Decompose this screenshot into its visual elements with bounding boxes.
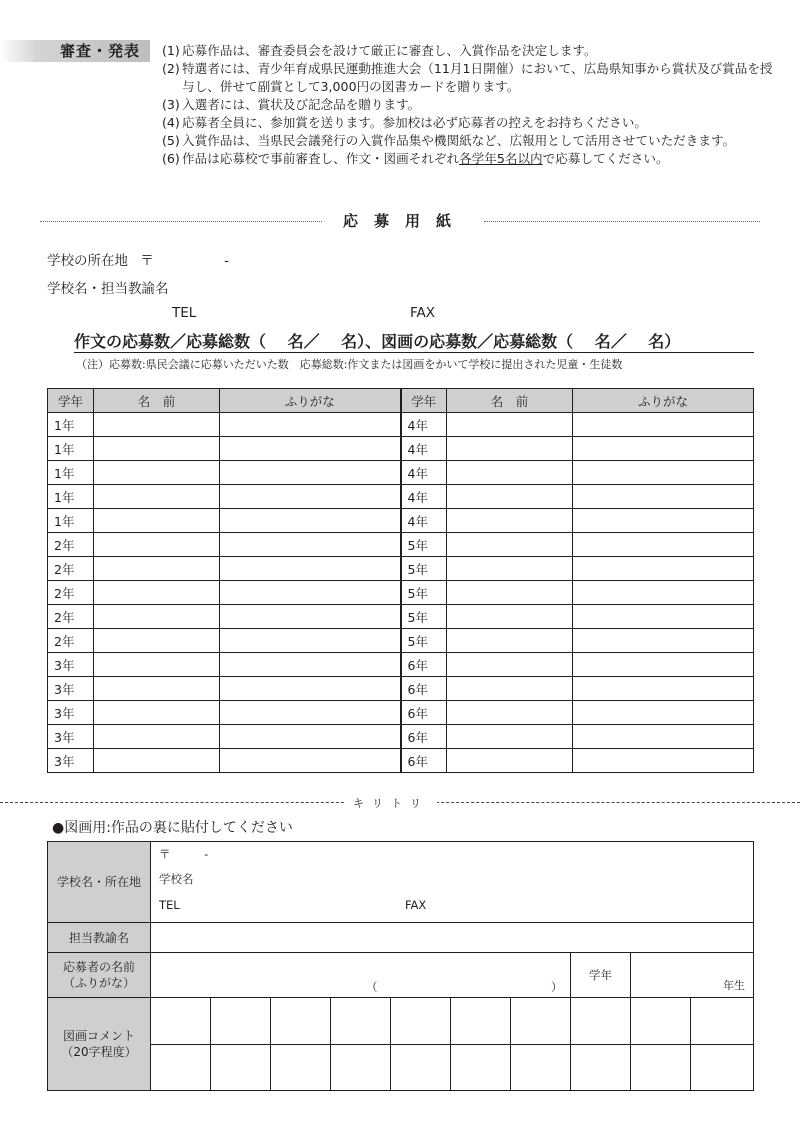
applicant-roster-table xyxy=(47,388,754,773)
table-row xyxy=(48,725,754,749)
comment-box[interactable] xyxy=(571,998,631,1045)
name-cell[interactable] xyxy=(94,485,220,509)
furigana-cell[interactable] xyxy=(220,509,401,533)
name-cell[interactable] xyxy=(447,677,573,701)
rule-item: (5) 入賞作品は、当県民会議発行の入賞作品集や機関紙など、広報用として活用させていただきます。 xyxy=(162,133,736,148)
name-cell[interactable] xyxy=(447,605,573,629)
header-grade: 学年 xyxy=(48,389,94,413)
section-label: 審査・発表 xyxy=(60,42,141,60)
name-cell[interactable] xyxy=(94,677,220,701)
furigana-cell[interactable] xyxy=(220,557,401,581)
grade-cell: 2年 xyxy=(48,629,94,653)
grade-cell: 4年 xyxy=(401,509,447,533)
header-grade: 学年 xyxy=(401,389,447,413)
table-row xyxy=(48,581,754,605)
table-row xyxy=(48,461,754,485)
drawing-label-table xyxy=(47,841,754,1091)
grade-cell: 1年 xyxy=(48,413,94,437)
grade-cell: 5年 xyxy=(401,533,447,557)
furigana-cell[interactable] xyxy=(573,653,754,677)
name-cell[interactable] xyxy=(447,485,573,509)
comment-box[interactable] xyxy=(151,998,211,1045)
furigana-cell[interactable] xyxy=(573,605,754,629)
furigana-cell[interactable] xyxy=(573,509,754,533)
name-cell[interactable] xyxy=(94,557,220,581)
address-row xyxy=(47,249,229,269)
school-name-label: 学校名 xyxy=(159,872,194,886)
comment-box[interactable] xyxy=(331,1044,391,1091)
title-dotted-rule-right xyxy=(484,221,760,222)
comment-box[interactable] xyxy=(691,1044,754,1091)
grade-cell: 1年 xyxy=(48,437,94,461)
name-cell[interactable] xyxy=(447,653,573,677)
rules-list xyxy=(162,42,782,168)
rule-item: (3) 入選者には、賞状及び記念品を贈ります。 xyxy=(162,97,421,112)
furigana-cell[interactable] xyxy=(220,605,401,629)
comment-box[interactable] xyxy=(271,998,331,1045)
grade-cell: 4年 xyxy=(401,437,447,461)
comment-box[interactable] xyxy=(451,1044,511,1091)
name-cell[interactable] xyxy=(447,413,573,437)
postal-dash: - xyxy=(204,847,209,861)
grade-suffix: 年生 xyxy=(723,979,746,992)
tel-label: TEL xyxy=(159,898,180,912)
roster-header-row xyxy=(48,389,754,413)
applicant-name-field[interactable] xyxy=(151,953,571,998)
furigana-cell[interactable] xyxy=(220,653,401,677)
header-furigana: ふりがな xyxy=(220,389,401,413)
grade-cell: 5年 xyxy=(401,629,447,653)
name-cell[interactable] xyxy=(447,701,573,725)
school-address-label: 学校名・所在地 xyxy=(48,842,151,923)
paren-close: ） xyxy=(551,980,563,994)
name-cell[interactable] xyxy=(94,749,220,773)
grade-cell: 1年 xyxy=(48,461,94,485)
teacher-label: 担当教諭名 xyxy=(48,923,151,953)
furigana-cell[interactable] xyxy=(220,461,401,485)
furigana-cell[interactable] xyxy=(573,461,754,485)
table-row xyxy=(48,509,754,533)
table-row xyxy=(48,749,754,773)
address-label: 学校の所在地 xyxy=(47,253,128,269)
grade-label: 学年 xyxy=(571,953,631,998)
name-cell[interactable] xyxy=(447,557,573,581)
table-row xyxy=(48,437,754,461)
name-cell[interactable] xyxy=(94,437,220,461)
grade-cell: 6年 xyxy=(401,725,447,749)
table-row xyxy=(48,701,754,725)
furigana-cell[interactable] xyxy=(220,581,401,605)
grade-cell: 3年 xyxy=(48,677,94,701)
furigana-cell[interactable] xyxy=(573,437,754,461)
name-cell[interactable] xyxy=(94,629,220,653)
grade-cell: 4年 xyxy=(401,413,447,437)
grade-cell: 3年 xyxy=(48,701,94,725)
grade-cell: 1年 xyxy=(48,509,94,533)
grade-cell: 2年 xyxy=(48,557,94,581)
comment-label: 図画コメント （20字程度） xyxy=(48,998,151,1091)
comment-box[interactable] xyxy=(631,998,691,1045)
furigana-cell[interactable] xyxy=(220,533,401,557)
header-name: 名 前 xyxy=(94,389,220,413)
grade-cell: 4年 xyxy=(401,461,447,485)
postal-mark: 〒 xyxy=(140,253,154,269)
grade-cell: 5年 xyxy=(401,605,447,629)
furigana-cell[interactable] xyxy=(220,701,401,725)
name-cell[interactable] xyxy=(94,653,220,677)
rule-item: (2) 特選者には、青少年育成県民運動推進大会（11月1日開催）において、広島県知事から賞状及び賞品を授与し、併せて副賞として3,000円の図書カードを贈ります。 xyxy=(162,61,773,94)
comment-box[interactable] xyxy=(331,998,391,1045)
name-cell[interactable] xyxy=(447,749,573,773)
table-row xyxy=(48,653,754,677)
form-title: 応募用紙 xyxy=(342,212,467,230)
grade-cell: 3年 xyxy=(48,749,94,773)
header-furigana: ふりがな xyxy=(573,389,754,413)
comment-box[interactable] xyxy=(391,998,451,1045)
rule-item: (4) 応募者全員に、参加賞を送ります。参加校は必ず応募者の控えをお持ちください。 xyxy=(162,115,647,130)
name-cell[interactable] xyxy=(447,725,573,749)
furigana-cell[interactable] xyxy=(573,581,754,605)
furigana-cell[interactable] xyxy=(220,677,401,701)
grade-cell: 1年 xyxy=(48,485,94,509)
furigana-cell[interactable] xyxy=(573,413,754,437)
table-row xyxy=(48,485,754,509)
furigana-cell[interactable] xyxy=(573,701,754,725)
furigana-cell[interactable] xyxy=(220,413,401,437)
grade-cell: 6年 xyxy=(401,749,447,773)
comment-box[interactable] xyxy=(691,998,754,1045)
grade-cell: 2年 xyxy=(48,533,94,557)
comment-box[interactable] xyxy=(451,998,511,1045)
furigana-cell[interactable] xyxy=(220,437,401,461)
school-address-field[interactable] xyxy=(151,842,754,923)
table-row xyxy=(48,557,754,581)
comment-box[interactable] xyxy=(271,1044,331,1091)
postal-mark: 〒 xyxy=(159,847,171,861)
furigana-cell[interactable] xyxy=(573,749,754,773)
furigana-cell[interactable] xyxy=(573,725,754,749)
furigana-cell[interactable] xyxy=(573,557,754,581)
table-row xyxy=(48,629,754,653)
furigana-cell[interactable] xyxy=(573,629,754,653)
header-name: 名 前 xyxy=(447,389,573,413)
name-cell[interactable] xyxy=(94,605,220,629)
grade-cell: 2年 xyxy=(48,605,94,629)
comment-box[interactable] xyxy=(631,1044,691,1091)
name-cell[interactable] xyxy=(94,461,220,485)
title-dotted-rule-left xyxy=(40,221,322,222)
table-row xyxy=(48,677,754,701)
paren-open: （ xyxy=(366,980,378,994)
count-note: （注）応募数:県民会議に応募いただいた数 応募総数:作文または図画をかいて学校に提出された児童・生徒数 xyxy=(76,358,623,371)
tel-label: TEL xyxy=(172,305,197,321)
table-row xyxy=(48,533,754,557)
grade-cell: 6年 xyxy=(401,677,447,701)
applicant-name-label: 応募者の名前 （ふりがな） xyxy=(48,953,151,998)
school-teacher-label: 学校名・担当教諭名 xyxy=(47,281,169,297)
fax-label: FAX xyxy=(405,898,427,912)
name-cell[interactable] xyxy=(94,509,220,533)
comment-box[interactable] xyxy=(211,998,271,1045)
furigana-cell[interactable] xyxy=(220,725,401,749)
furigana-cell[interactable] xyxy=(573,533,754,557)
rule-item: (1) 応募作品は、審査委員会を設けて厳正に審査し、入賞作品を決定します。 xyxy=(162,43,597,58)
grade-cell: 3年 xyxy=(48,653,94,677)
name-cell[interactable] xyxy=(447,533,573,557)
grade-cell: 3年 xyxy=(48,725,94,749)
postal-dash: - xyxy=(224,253,229,269)
application-count-line: 作文の応募数／応募総数（ 名／ 名）、図画の応募数／応募総数（ 名／ 名） xyxy=(74,329,754,353)
grade-cell: 6年 xyxy=(401,653,447,677)
rule-item: (6) 作品は応募校で事前審査し、作文・図画それぞれ各学年5名以内で応募してください。 xyxy=(162,151,669,166)
name-cell[interactable] xyxy=(447,581,573,605)
table-row xyxy=(48,605,754,629)
name-cell[interactable] xyxy=(447,629,573,653)
cut-label: キリトリ xyxy=(345,795,437,811)
comment-box[interactable] xyxy=(151,1044,211,1091)
name-cell[interactable] xyxy=(447,509,573,533)
grade-cell: 2年 xyxy=(48,581,94,605)
fax-label: FAX xyxy=(410,305,436,321)
name-cell[interactable] xyxy=(94,533,220,557)
grade-cell: 5年 xyxy=(401,581,447,605)
comment-box[interactable] xyxy=(571,1044,631,1091)
furigana-cell[interactable] xyxy=(573,485,754,509)
furigana-cell[interactable] xyxy=(573,677,754,701)
name-cell[interactable] xyxy=(94,725,220,749)
name-cell[interactable] xyxy=(447,437,573,461)
name-cell[interactable] xyxy=(447,461,573,485)
name-cell[interactable] xyxy=(94,581,220,605)
table-row xyxy=(48,413,754,437)
grade-cell: 4年 xyxy=(401,485,447,509)
comment-box[interactable] xyxy=(511,1044,571,1091)
furigana-cell[interactable] xyxy=(220,749,401,773)
sticker-title: ●図画用:作品の裏に貼付してください xyxy=(52,820,293,836)
comment-box[interactable] xyxy=(391,1044,451,1091)
comment-box[interactable] xyxy=(511,998,571,1045)
grade-cell: 6年 xyxy=(401,701,447,725)
furigana-cell[interactable] xyxy=(220,485,401,509)
section-tab xyxy=(0,40,150,62)
name-cell[interactable] xyxy=(94,413,220,437)
rule-emphasis: 各学年5名以内 xyxy=(459,151,543,166)
grade-cell: 5年 xyxy=(401,557,447,581)
teacher-field[interactable] xyxy=(151,923,754,953)
comment-box[interactable] xyxy=(211,1044,271,1091)
grade-field[interactable] xyxy=(631,953,754,998)
name-cell[interactable] xyxy=(94,701,220,725)
furigana-cell[interactable] xyxy=(220,629,401,653)
